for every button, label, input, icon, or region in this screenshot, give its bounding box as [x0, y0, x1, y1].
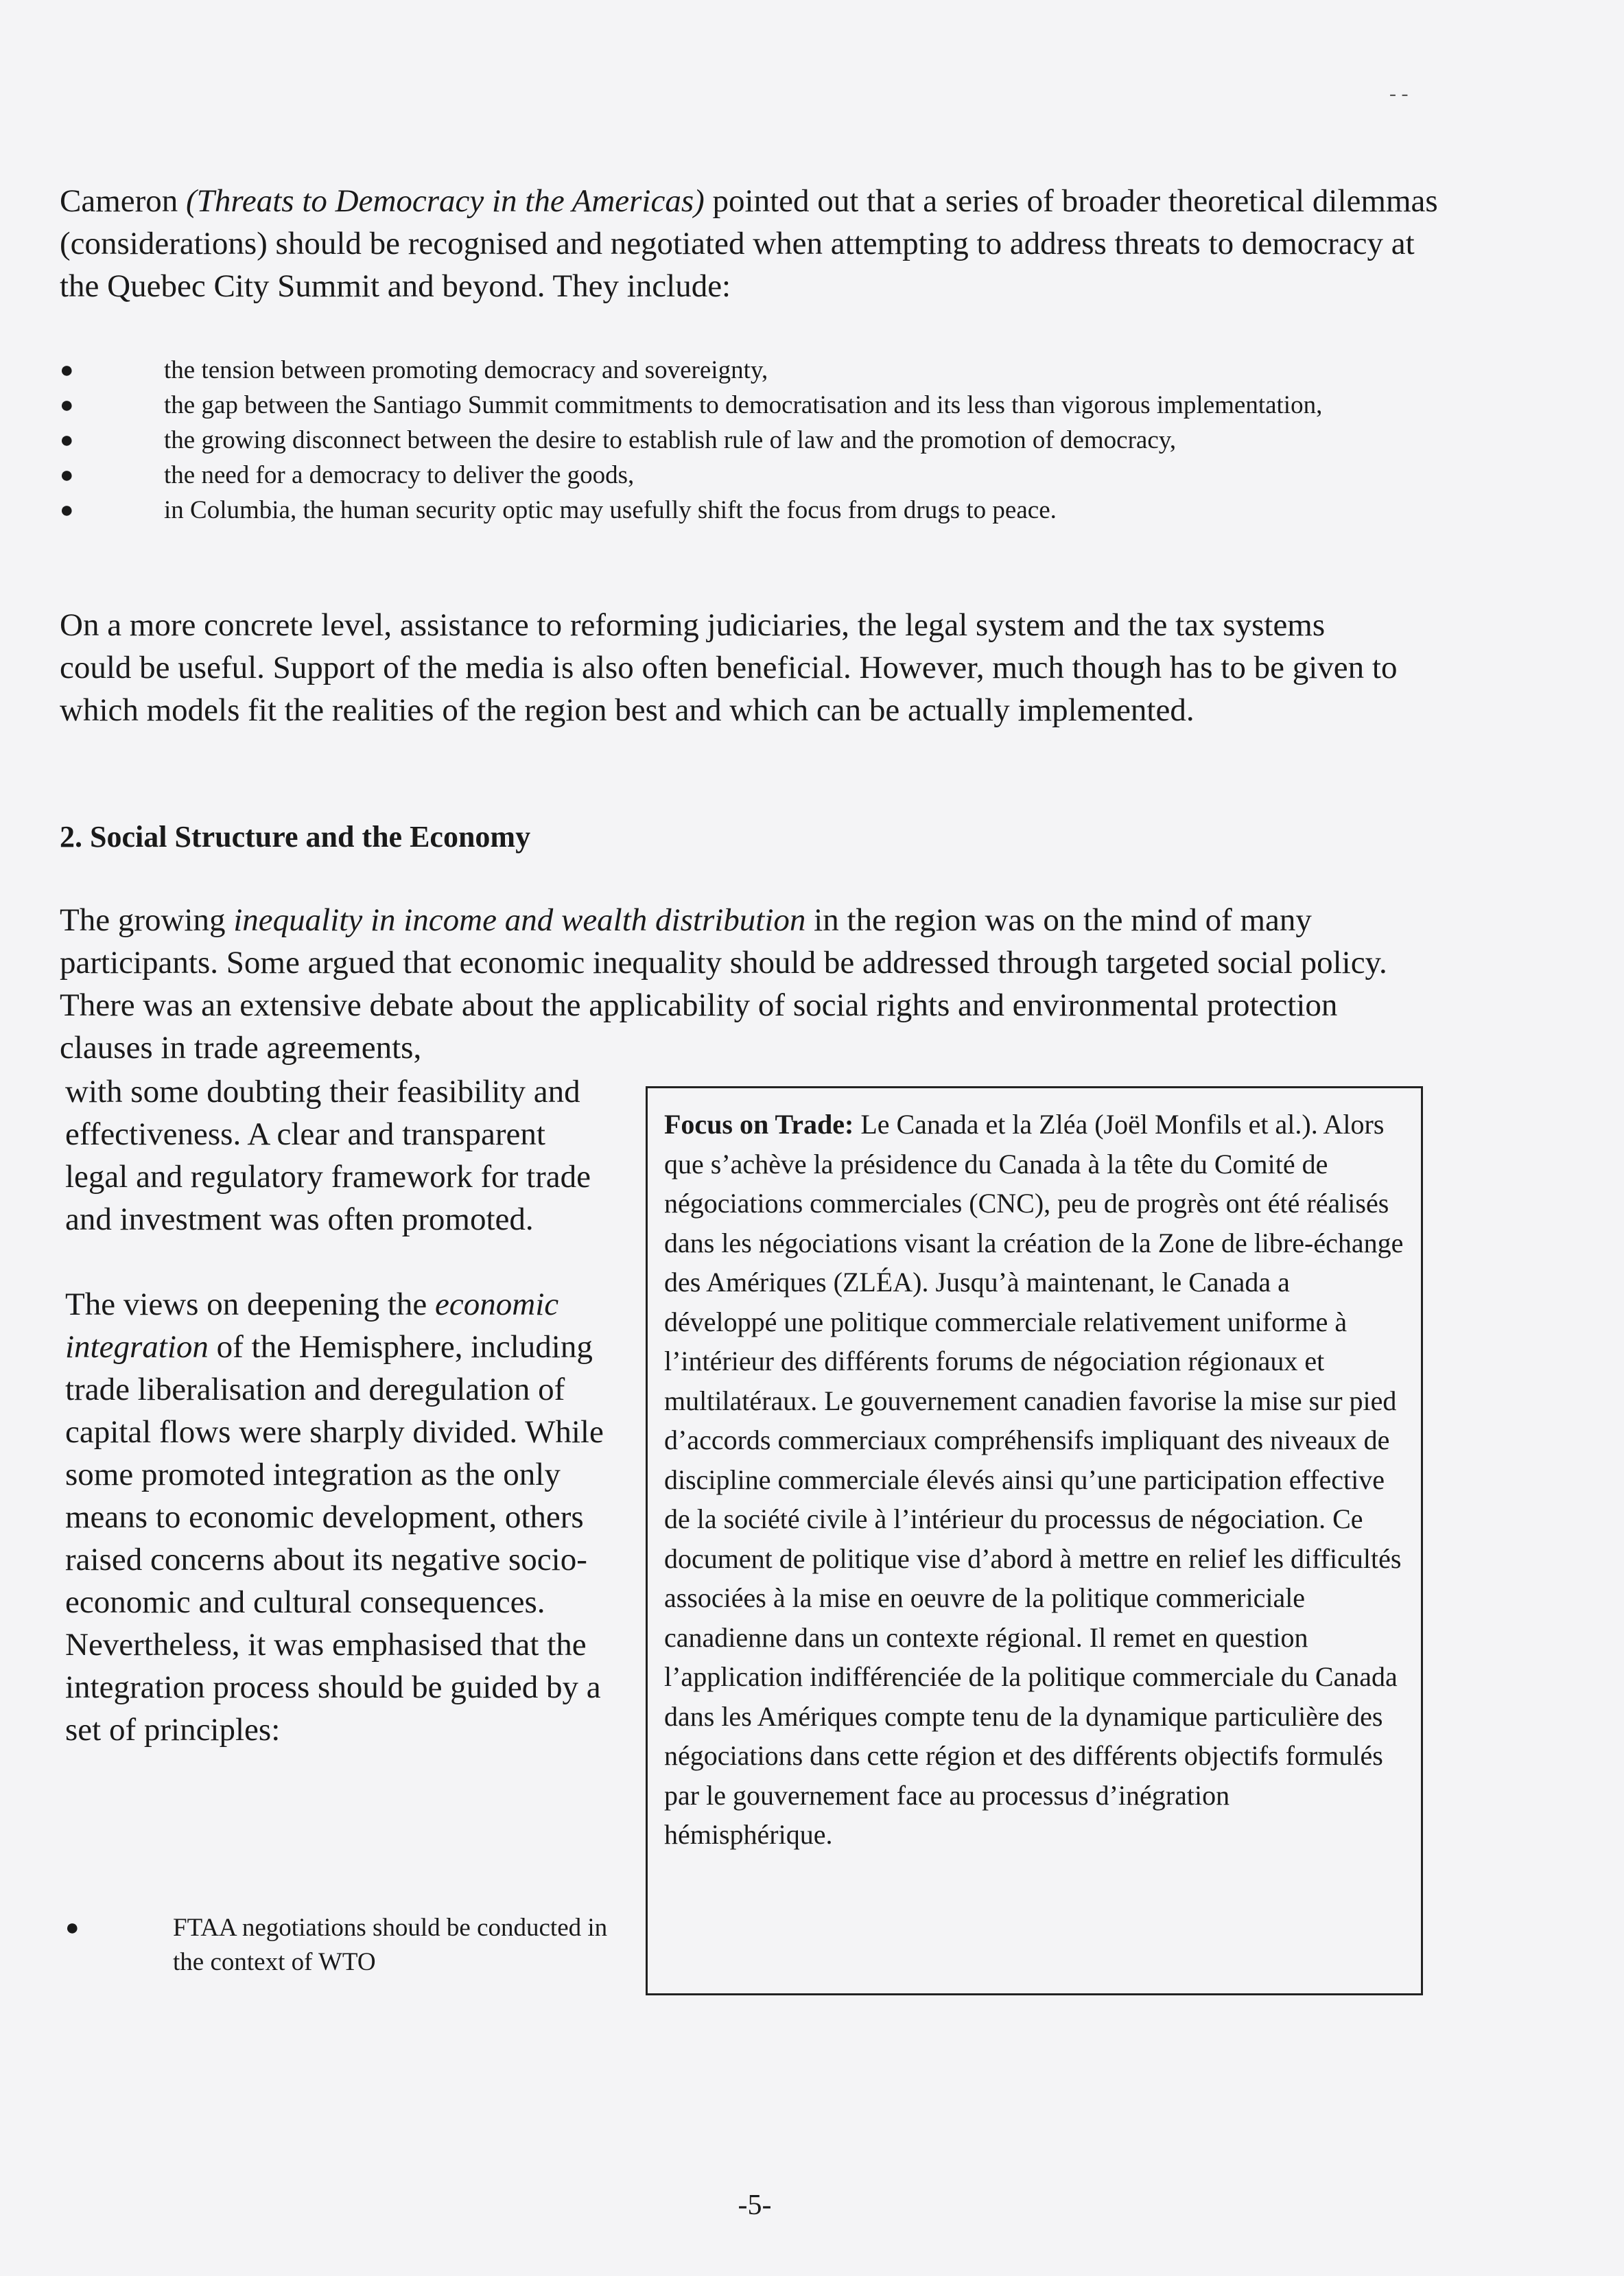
list-item: ● in Columbia, the human security optic may usefully shift the focus from drugs to peace.	[60, 493, 1432, 527]
bullet-icon: ●	[60, 462, 74, 488]
list-item: ● the gap between the Santiago Summit commitments to democratisation and its less than vigorous implementation,	[60, 388, 1432, 422]
intro-author: Cameron	[60, 183, 178, 219]
intro-work-title: (Threats to Democracy in the Americas)	[186, 183, 705, 219]
left-column	[65, 1070, 614, 1794]
concrete-level-paragraph: On a more concrete level, assistance to reforming judiciaries, the legal system and the tax systems could be useful. Support of the media is also often beneficial. However, much though has to be given to which models fit the realities of the region best and which can be actually implemented.	[60, 607, 1398, 728]
document-page: - - Cameron (Threats to Democracy in the Americas) pointed out that a series of broader theoretical dilemmas (considerations) should be recognised and negotiated when attempting to address threats to democracy at the Quebec City Summit and beyond. They include: ● the tension between promoting democracy and sovereignty, ● the gap between the Santiago Summit commitments to democratisation and its less than vigorous implementation, ● the growing disconnect between the desire to establish rule of law and the promotion of democracy, ● the need for a democracy to deliver the goods, ● in Columbia, the human security optic may usefully shift the focus from drugs to peace. On a more concrete level, assistance to reforming judiciaries, the legal system and the tax systems could be useful. Support of the media is also often beneficial. However, much though has to be given to which models fit the realities of the region best and which can be actually implemented. 2. Social Structure and the Economy The growing inequality in income and wealth distribution in the region was on the mind of many participants. Some argued that economic inequality should be addressed through targeted social policy. There was an extensive debate about the applicability of social rights and environmental protection clauses in trade agreements, with some doubting their feasibility and effectiveness. A clear and transparent legal and regulatory framework for trade and investment was often promoted. The views on deepening the economic integration of the Hemisphere, including trade liberalisation and deregulation of capital flows were sharply divided. While some promoted integration as the only means to economic development, others raised concerns about its negative socio-economic and cultural consequences. Nevertheless, it was emphasised that the integration process should be guided by a set of principles: ● FTAA negotiations should be conducted in the context of WTO Focus on Trade: Le Canada et la Zléa (Joël Monfils et al.). Alors que s’achève la présidence du Canada à la tête du Comité de négociations commerciales (CNC), peu de progrès ont été réalisés dans les négociations visant la création de la Zone de libre-échange des Amériques (ZLÉA). Jusqu’à maintenant, le Canada a développé une politique commerciale relativement uniforme à l’intérieur des différents forums de négociation régionaux et multilatéraux. Le gouvernement canadien favorise la mise sur pied d’accords commerciaux compréhensifs impliquant des niveaux de discipline commerciale élevés ainsi qu’une participation effective de la société civile à l’intérieur du processus de négociation. Ce document de politique vise d’abord à mettre en relief les difficultés associées à la mise en oeuvre de la politique commericiale canadienne dans un contexte régional. Il remet en question l’application indifférenciée de la politique commerciale du Canada dans les Amériques compte tenu de la dynamique particulière des négociations dans cette région et des différents objectifs formulés par le gouvernement face au processus d’inégration hémisphérique. -5-	[60, 82, 1438, 2221]
economic-integration-paragraph: The views on deepening the economic integration of the Hemisphere, including trade liberalisation and deregulation of capital flows were sharply divided. While some promoted integration as the only means to economic development, others raised concerns about its negative socio-economic and cultural consequences. Nevertheless, it was emphasised that the integration process should be guided by a set of principles:	[65, 1287, 604, 1748]
bullet-icon: ●	[60, 392, 74, 418]
trade-framework-paragraph: with some doubting their feasibility and effectiveness. A clear and transparent legal and regulatory framework for trade and investment was often promoted.	[65, 1074, 591, 1237]
bullet-icon: ●	[65, 1915, 80, 1940]
inequality-paragraph: The growing inequality in income and wealth distribution in the region was on the mind of many participants. Some argued that economic inequality should be addressed through targeted social policy. There was an extensive debate about the applicability of social rights and environmental protection clauses in trade agreements,	[60, 902, 1387, 1066]
page-number: -5-	[738, 2190, 772, 2221]
section-heading: 2. Social Structure and the Economy	[60, 820, 531, 854]
intro-paragraph	[60, 180, 1439, 307]
focus-on-trade-box	[646, 1086, 1423, 1995]
bullet-icon: ●	[60, 357, 74, 383]
list-item: ● the growing disconnect between the desire to establish rule of law and the promotion of democracy,	[60, 423, 1432, 457]
dilemma-list	[60, 353, 1432, 528]
list-item: ● the tension between promoting democracy and sovereignty,	[60, 353, 1432, 387]
box-label: Focus on Trade:	[664, 1109, 854, 1140]
bullet-icon: ●	[60, 497, 74, 523]
box-text: Le Canada et la Zléa (Joël Monfils et al.). Alors que s’achève la présidence du Canada à la tête du Comité de négociations commerciales (CNC), peu de progrès ont été réalisés dans les négociations visant la création de la Zone de libre-échange des Amériques (ZLÉA). Jusqu’à maintenant, le Canada a développé une politique commerciale relativement uniforme à l’intérieur des différents forums de négociation régionaux et multilatéraux. Le gouvernement canadien favorise la mise sur pied d’accords commerciaux compréhensifs impliquant des niveaux de discipline commerciale élevés ainsi qu’une participation effective de la société civile à l’intérieur du processus de négociation. Ce document de politique vise d’abord à mettre en relief les difficultés associées à la mise en oeuvre de la politique commericiale canadienne dans un contexte régional. Il remet en question l’application indifférenciée de la politique commerciale du Canada dans les Amériques compte tenu de la dynamique particulière des négociations dans cette région et des différents objectifs formulés par le gouvernement face au processus d’inégration hémisphérique.	[664, 1109, 1404, 1850]
intro-text: pointed out that a series of broader theoretical dilemmas (considerations) should be recognised and negotiated when attempting to address threats to democracy at the Quebec City Summit and beyond. They include:	[60, 183, 1438, 304]
stray-mark: - -	[1389, 82, 1409, 105]
bullet-icon: ●	[60, 427, 74, 453]
list-item: ● the need for a democracy to deliver the goods,	[60, 458, 1432, 492]
